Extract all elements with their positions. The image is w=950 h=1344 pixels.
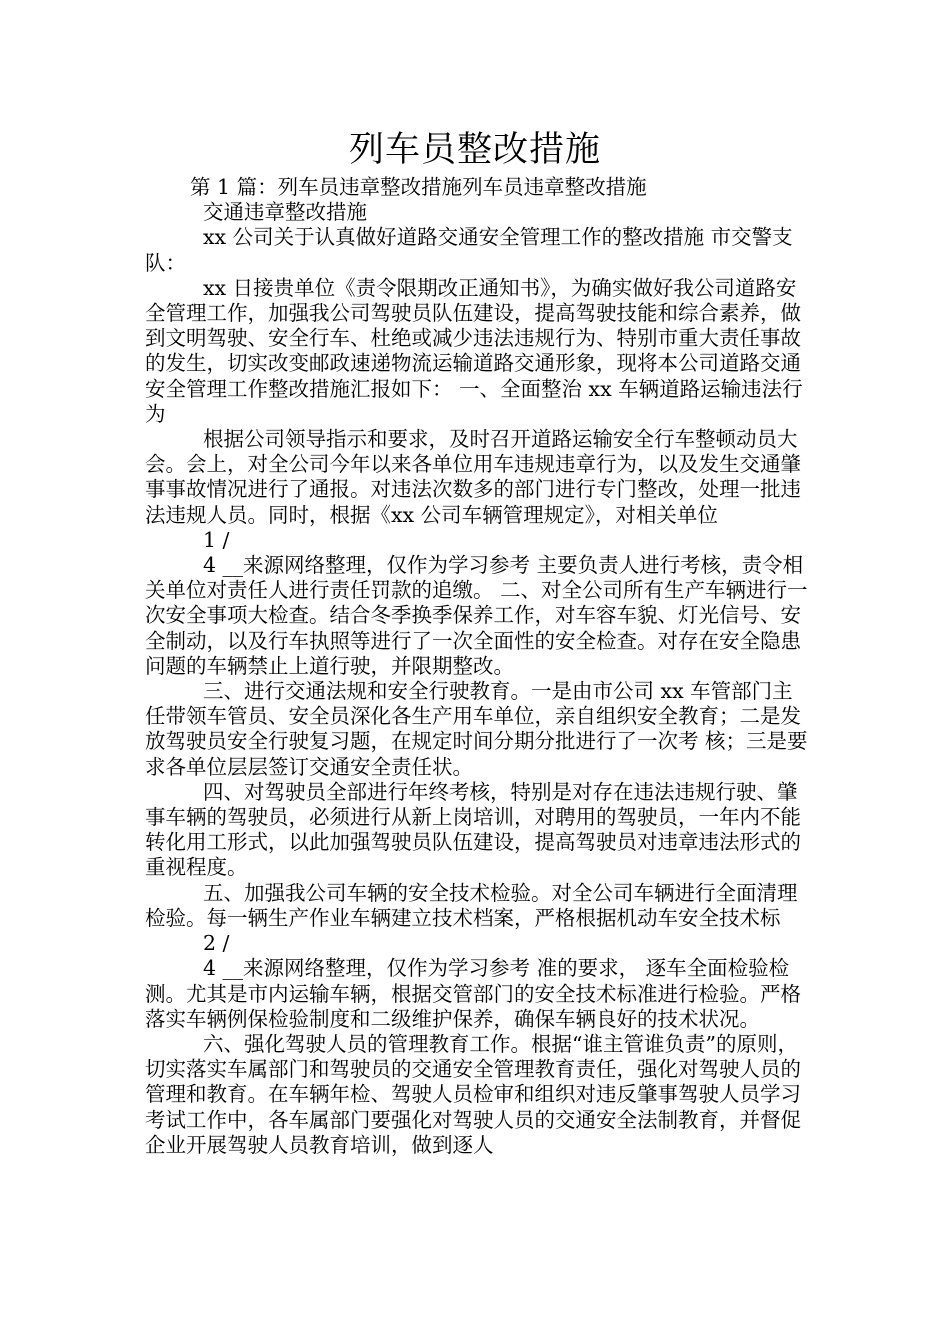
- paragraph-section-4: 四、对驾驶员全部进行年终考核，特别是对存在违法违规行驶、肇事车辆的驾驶员，必须进行从新上岗培训，对聘用的驾驶员，一年内不能转化用工形式，以此加强驾驶员队伍建设，提高驾驶员对违章违法形式的重视程度。: [145, 779, 801, 880]
- paragraph-subtitle: 交通违章整改措施: [203, 200, 367, 225]
- paragraph-intro: xx 日接贵单位《责令限期改正通知书》，为确实做好我公司道路安全管理工作，加强我公司驾驶员队伍建设，提高驾驶技能和综合素养，做到文明驾驶、安全行车、杜绝或减少违法违规行为、特别市重大责任事故的发生，切实改变邮政速递物流运输道路交通形象，现将本公司道路交通安全管理工作整改措施汇报如下： 一、全面整治 xx 车辆道路运输违法行为: [145, 275, 803, 426]
- paragraph-section-3: 三、进行交通法规和安全行驶教育。一是由市公司 xx 车管部门主任带领车管员、安全员深化各生产用车单位，亲自组织安全教育；二是发放驾驶员安全行驶复习题，在规定时间分期分批进行了一次考 核；三是要求各单位层层签订交通安全责任状。: [145, 679, 808, 779]
- page-number-1: 1 /: [203, 527, 230, 552]
- paragraph-section-5-cont: 4 __来源网络整理，仅作为学习参考 准的要求， 逐车全面检验检测。尤其是市内运输车辆，根据交管部门的安全技术标准进行检验。严格落实车辆例保检验制度和二级维护保养，确保车辆良好的技术状况。: [145, 956, 801, 1031]
- paragraph-section-2: 4 __来源网络整理，仅作为学习参考 主要负责人进行考核，责令相关单位对责任人进行责任罚款的追缴。 二、对全公司所有生产车辆进行一次安全事项大检查。结合冬季换季保养工作，对车容车貌、灯光信号、安全制动，以及行车执照等进行了一次全面性的安全检查。对存在安全隐患问题的车辆禁止上道行驶，并限期整改。: [145, 553, 808, 678]
- document-body: [145, 175, 810, 1158]
- page-number-2: 2 /: [203, 931, 230, 956]
- paragraph-section-5: 五、加强我公司车辆的安全技术检验。对全公司车辆进行全面清理检验。每一辆生产作业车辆建立技术档案，严格根据机动车安全技术标: [145, 880, 798, 930]
- document-title: 列车员整改措施: [348, 130, 601, 170]
- paragraph-salutation: xx 公司关于认真做好道路交通安全管理工作的整改措施 市交警支队：: [145, 225, 793, 275]
- paragraph-chapter-heading: 第 1 篇：列车员违章整改措施列车员违章整改措施: [190, 175, 647, 199]
- paragraph-section-1: 根据公司领导指示和要求，及时召开道路运输安全行车整顿动员大会。会上，对全公司今年以来各单位用车违规违章行为，以及发生交通肇事事故情况进行了通报。对违法次数多的部门进行专门整改，处理一批违法违规人员。同时，根据《xx 公司车辆管理规定》，对相关单位: [145, 427, 801, 527]
- paragraph-section-6: 六、强化驾驶人员的管理教育工作。根据“谁主管谁负责”的原则，切实落实车属部门和驾驶员的交通安全管理教育责任，强化对驾驶人员的管理和教育。在车辆年检、驾驶人员检审和组织对违反肇事驾驶人员学习考试工作中，各车属部门要强化对驾驶人员的交通安全法制教育，并督促企业开展驾驶人员教育培训，做到逐人: [145, 1031, 801, 1157]
